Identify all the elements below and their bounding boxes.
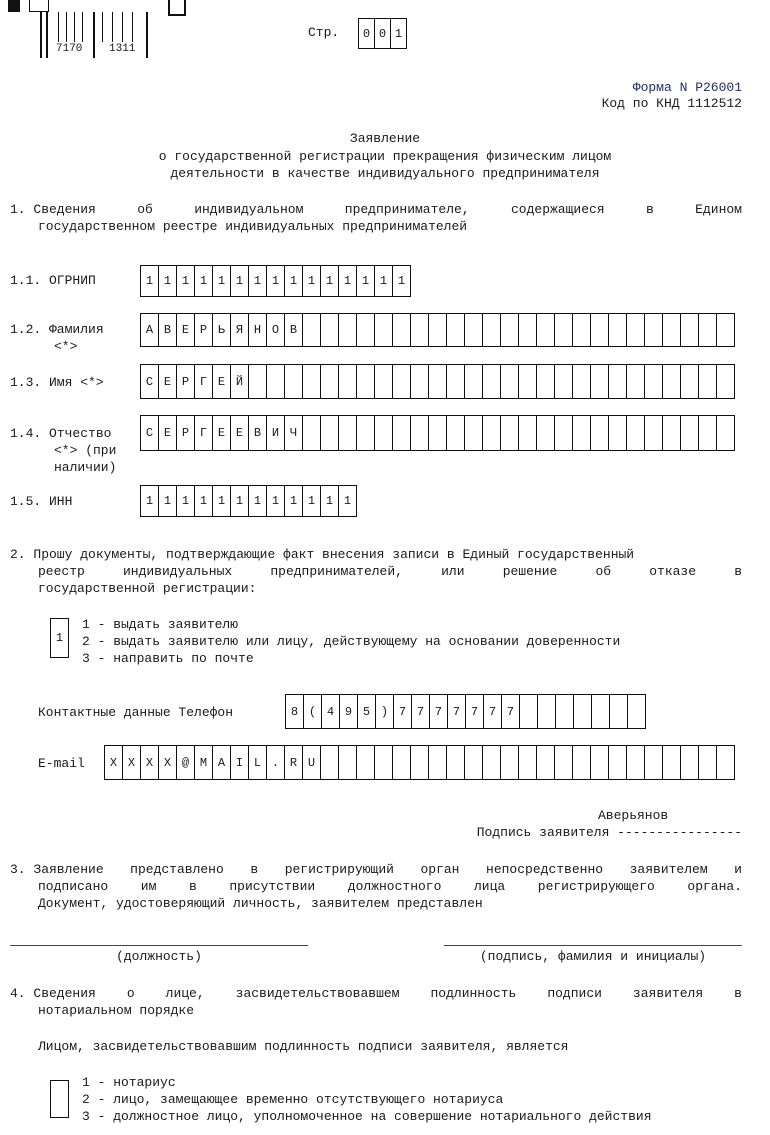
char-cell (357, 313, 375, 347)
surname-note: <*> (54, 339, 78, 354)
char-cell: 7 (484, 694, 502, 729)
char-cell (483, 745, 501, 780)
char-cell: 0 (375, 18, 391, 49)
word: лице, (165, 986, 205, 1001)
char-cell (573, 364, 591, 399)
notary-choice-cell[interactable] (50, 1080, 69, 1118)
char-cell (465, 745, 483, 780)
caption-position: (должность) (116, 949, 202, 964)
char-cell (537, 415, 555, 451)
caption-signature: (подпись, фамилия и инициалы) (479, 949, 707, 964)
char-cell (483, 364, 501, 399)
char-cell: Е (213, 415, 231, 451)
section4-line-3: Лицом, засвидетельствовавшим подлинность подписи заявителя, является (38, 1039, 569, 1054)
char-cell (699, 415, 717, 451)
char-cell (339, 313, 357, 347)
char-cell (519, 415, 537, 451)
word: лица (473, 879, 506, 894)
char-cell (717, 415, 735, 451)
char-cell: . (267, 745, 285, 780)
form-name: Форма N Р26001 (632, 80, 742, 95)
char-cell (429, 745, 447, 780)
char-cell: 1 (159, 265, 177, 297)
char-cell: Р (177, 364, 195, 399)
char-cell (375, 313, 393, 347)
word: отказе (649, 564, 697, 579)
name-cells[interactable] (140, 364, 735, 399)
barcode-right-code: 1311 (109, 43, 136, 55)
char-cell (627, 313, 645, 347)
name-label: 1.3. Имя <*> (10, 375, 104, 390)
email-cells[interactable] (104, 745, 735, 780)
corner-frame-right (168, 0, 186, 16)
char-cell (393, 415, 411, 451)
signature-label: Подпись заявителя ---------------- (476, 825, 742, 840)
word: присутствии (229, 879, 316, 894)
char-cell (627, 745, 645, 780)
word: непосредственно (486, 862, 604, 877)
char-cell: 0 (359, 18, 375, 49)
word: заявителем (629, 862, 708, 877)
char-cell (447, 415, 465, 451)
char-cell: В (285, 313, 303, 347)
char-cell (717, 745, 735, 780)
char-cell: 1 (267, 485, 285, 517)
char-cell (339, 415, 357, 451)
char-cell: Г (195, 415, 213, 451)
char-cell: 8 (286, 694, 304, 729)
char-cell: X (141, 745, 159, 780)
char-cell: Е (159, 415, 177, 451)
char-cell: 1 (213, 485, 231, 517)
char-cell (483, 415, 501, 451)
char-cell: 1 (267, 265, 285, 297)
page-label: Стр. (308, 25, 340, 40)
word: и (734, 862, 742, 877)
char-cell: 1 (339, 265, 357, 297)
position-line (10, 945, 308, 946)
surname-label: 1.2. Фамилия (10, 322, 104, 337)
char-cell (429, 415, 447, 451)
char-cell (375, 745, 393, 780)
word: в (734, 986, 742, 1001)
char-cell (303, 313, 321, 347)
char-cell (249, 364, 267, 399)
char-cell (501, 745, 519, 780)
word: об (137, 202, 153, 217)
char-cell: 1 (141, 485, 159, 517)
char-cell (591, 364, 609, 399)
char-cell (519, 745, 537, 780)
char-cell: 1 (177, 485, 195, 517)
char-cell: 1 (195, 265, 213, 297)
char-cell (699, 313, 717, 347)
char-cell (663, 415, 681, 451)
char-cell: 7 (448, 694, 466, 729)
char-cell: R (285, 745, 303, 780)
char-cell (591, 745, 609, 780)
char-cell: 1 (51, 618, 69, 658)
char-cell (645, 364, 663, 399)
char-cell (501, 313, 519, 347)
delivery-option-2: 2 - выдать заявителю или лицу, действующему на основании доверенности (82, 634, 621, 649)
word: содержащиеся (510, 202, 605, 217)
char-cell: X (105, 745, 123, 780)
char-cell: Ь (213, 313, 231, 347)
char-cell: L (249, 745, 267, 780)
char-cell: 1 (303, 265, 321, 297)
word: в (645, 202, 654, 217)
char-cell: 1 (249, 265, 267, 297)
char-cell: I (231, 745, 249, 780)
char-cell (537, 364, 555, 399)
char-cell: 1 (375, 265, 393, 297)
form-knd-code: Код по КНД 1112512 (601, 96, 742, 111)
char-cell (393, 745, 411, 780)
char-cell (573, 313, 591, 347)
signature-line (444, 945, 742, 946)
word: 3. Заявление (10, 862, 104, 877)
char-cell (375, 415, 393, 451)
char-cell (609, 745, 627, 780)
char-cell (501, 415, 519, 451)
char-cell (339, 364, 357, 399)
char-cell (447, 745, 465, 780)
section1-heading-line-2: государственном реестре индивидуальных предпринимателей (38, 219, 468, 234)
delivery-option-3: 3 - направить по почте (82, 651, 254, 666)
ogrnip-label: 1.1. ОГРНИП (10, 273, 96, 288)
char-cell (645, 745, 663, 780)
char-cell (393, 364, 411, 399)
char-cell: Р (195, 313, 213, 347)
word: орган (420, 862, 460, 877)
char-cell: Е (213, 364, 231, 399)
ogrnip-cells[interactable] (140, 265, 411, 297)
char-cell: 1 (303, 485, 321, 517)
section3-line-1 (10, 862, 742, 878)
char-cell (447, 364, 465, 399)
char-cell: 1 (231, 485, 249, 517)
char-cell: Н (249, 313, 267, 347)
char-cell: Г (195, 364, 213, 399)
word: решение (502, 564, 558, 579)
patronymic-note-2: наличии) (54, 460, 117, 475)
char-cell (321, 415, 339, 451)
char-cell (501, 364, 519, 399)
char-cell (519, 313, 537, 347)
char-cell (555, 415, 573, 451)
char-cell (303, 415, 321, 451)
char-cell (339, 745, 357, 780)
char-cell: ( (304, 694, 322, 729)
char-cell (555, 745, 573, 780)
inn-label: 1.5. ИНН (10, 494, 73, 509)
char-cell: 1 (357, 265, 375, 297)
char-cell: Р (177, 415, 195, 451)
word: в (734, 564, 742, 579)
section2-line-2 (38, 564, 742, 580)
char-cell (573, 415, 591, 451)
word: регистрирующий (284, 862, 394, 877)
char-cell (357, 415, 375, 451)
char-cell (627, 415, 645, 451)
char-cell: О (267, 313, 285, 347)
char-cell (357, 364, 375, 399)
char-cell: 7 (430, 694, 448, 729)
char-cell (717, 364, 735, 399)
section3-line-2 (38, 879, 742, 895)
char-cell: 1 (321, 265, 339, 297)
word: 4. Сведения (10, 986, 96, 1001)
word: реестр (38, 564, 85, 579)
char-cell: Е (177, 313, 195, 347)
char-cell (411, 313, 429, 347)
section4-line-1 (10, 986, 742, 1002)
word: должностного (347, 879, 442, 894)
char-cell (520, 694, 538, 729)
char-cell (699, 364, 717, 399)
delivery-option-1: 1 - выдать заявителю (82, 617, 239, 632)
word: представлено (130, 862, 224, 877)
word: органа. (687, 879, 742, 894)
word: предпринимателей, (270, 564, 403, 579)
char-cell: Я (231, 313, 249, 347)
char-cell: 7 (394, 694, 412, 729)
char-cell: Е (231, 415, 249, 451)
char-cell (519, 364, 537, 399)
word: Едином (695, 202, 742, 217)
section2-line-1: 2. Прошу документы, подтверждающие факт внесения записи в Единый государственный (10, 547, 635, 562)
char-cell: 1 (141, 265, 159, 297)
char-cell: И (267, 415, 285, 451)
char-cell (592, 694, 610, 729)
char-cell (321, 364, 339, 399)
char-cell (591, 415, 609, 451)
char-cell: 1 (321, 485, 339, 517)
patronymic-cells[interactable] (140, 415, 735, 451)
char-cell: 1 (159, 485, 177, 517)
char-cell (321, 313, 339, 347)
char-cell (574, 694, 592, 729)
char-cell (303, 364, 321, 399)
char-cell (610, 694, 628, 729)
word: 1. Сведения (10, 202, 96, 217)
char-cell (537, 313, 555, 347)
char-cell: В (159, 313, 177, 347)
char-cell: X (123, 745, 141, 780)
barcode-left-code: 7170 (56, 43, 83, 55)
char-cell: 1 (285, 265, 303, 297)
title-line-1: Заявление (349, 131, 421, 146)
char-cell (591, 313, 609, 347)
char-cell (645, 415, 663, 451)
char-cell (681, 364, 699, 399)
char-cell (663, 313, 681, 347)
char-cell: 9 (340, 694, 358, 729)
word: индивидуальном (194, 202, 304, 217)
notary-option-2: 2 - лицо, замещающее временно отсутствующего нотариуса (82, 1092, 504, 1107)
corner-frame-left (29, 0, 49, 12)
char-cell: ) (376, 694, 394, 729)
char-cell: С (141, 415, 159, 451)
char-cell: 1 (195, 485, 213, 517)
char-cell: 7 (502, 694, 520, 729)
char-cell (555, 364, 573, 399)
char-cell (699, 745, 717, 780)
char-cell (411, 364, 429, 399)
word: подписано (38, 879, 109, 894)
word: регистрирующего (537, 879, 655, 894)
char-cell (609, 415, 627, 451)
char-cell: 1 (177, 265, 195, 297)
char-cell (357, 745, 375, 780)
word: им (140, 879, 157, 894)
char-cell: 1 (231, 265, 249, 297)
char-cell (645, 313, 663, 347)
char-cell (267, 364, 285, 399)
phone-label: Контактные данные Телефон (38, 705, 234, 720)
char-cell: 7 (466, 694, 484, 729)
word: индивидуальных (122, 564, 233, 579)
char-cell (321, 745, 339, 780)
corner-marker (8, 0, 20, 12)
char-cell (609, 364, 627, 399)
section1-heading-line-1 (10, 202, 742, 218)
inn-cells[interactable] (140, 485, 357, 517)
title-line-2: о государственной регистрации прекращения физическим лицом (158, 149, 612, 164)
word: подлинность (430, 986, 517, 1001)
char-cell: А (141, 313, 159, 347)
char-cell: 1 (339, 485, 357, 517)
char-cell (538, 694, 556, 729)
char-cell (429, 313, 447, 347)
patronymic-label: 1.4. Отчество (10, 426, 112, 441)
char-cell (681, 745, 699, 780)
char-cell: Е (159, 364, 177, 399)
char-cell (555, 313, 573, 347)
email-label: E-mail (38, 756, 85, 771)
char-cell (465, 313, 483, 347)
word: или (441, 564, 465, 579)
char-cell: 5 (358, 694, 376, 729)
section4-line-2: нотариальном порядке (38, 1003, 195, 1018)
word: в (250, 862, 259, 877)
char-cell: 7 (412, 694, 430, 729)
char-cell: A (213, 745, 231, 780)
notary-option-1: 1 - нотариус (82, 1075, 176, 1090)
title-line-3: деятельности в качестве индивидуального предпринимателя (170, 166, 600, 181)
char-cell: В (249, 415, 267, 451)
notary-option-3: 3 - должностное лицо, уполномоченное на совершение нотариального действия (82, 1109, 652, 1124)
section3-line-3: Документ, удостоверяющий личность, заявителем представлен (38, 896, 483, 911)
char-cell (465, 415, 483, 451)
char-cell: M (195, 745, 213, 780)
delivery-choice-cell[interactable] (50, 618, 69, 658)
char-cell: X (159, 745, 177, 780)
char-cell: С (141, 364, 159, 399)
surname-cells[interactable] (140, 313, 735, 347)
word: в (188, 879, 197, 894)
word: об (595, 564, 612, 579)
char-cell (465, 364, 483, 399)
char-cell (556, 694, 574, 729)
phone-cells[interactable] (285, 694, 646, 729)
char-cell: U (303, 745, 321, 780)
char-cell (447, 313, 465, 347)
char-cell: 1 (393, 265, 411, 297)
char-cell: 1 (249, 485, 267, 517)
char-cell: 1 (213, 265, 231, 297)
char-cell: Й (231, 364, 249, 399)
char-cell (681, 313, 699, 347)
char-cell: 1 (285, 485, 303, 517)
word: заявителя (632, 986, 704, 1001)
char-cell (285, 364, 303, 399)
char-cell (393, 313, 411, 347)
word: засвидетельствовавшем (235, 986, 400, 1001)
char-cell (537, 745, 555, 780)
char-cell: 1 (391, 18, 407, 49)
char-cell (717, 313, 735, 347)
char-cell (573, 745, 591, 780)
word: предпринимателе, (344, 202, 470, 217)
char-cell (663, 364, 681, 399)
section2-line-3: государственной регистрации: (38, 581, 257, 596)
char-cell (681, 415, 699, 451)
char-cell (663, 745, 681, 780)
char-cell (609, 313, 627, 347)
char-cell (375, 364, 393, 399)
page-number-cells (358, 18, 407, 49)
signer-name: Аверьянов (598, 808, 669, 823)
char-cell: 4 (322, 694, 340, 729)
char-cell (411, 745, 429, 780)
char-cell (627, 364, 645, 399)
word: о (126, 986, 135, 1001)
patronymic-note-1: <*> (при (54, 443, 117, 458)
char-cell (411, 415, 429, 451)
char-cell: @ (177, 745, 195, 780)
char-cell (483, 313, 501, 347)
word: подписи (547, 986, 602, 1001)
char-cell (628, 694, 646, 729)
char-cell (429, 364, 447, 399)
char-cell: Ч (285, 415, 303, 451)
